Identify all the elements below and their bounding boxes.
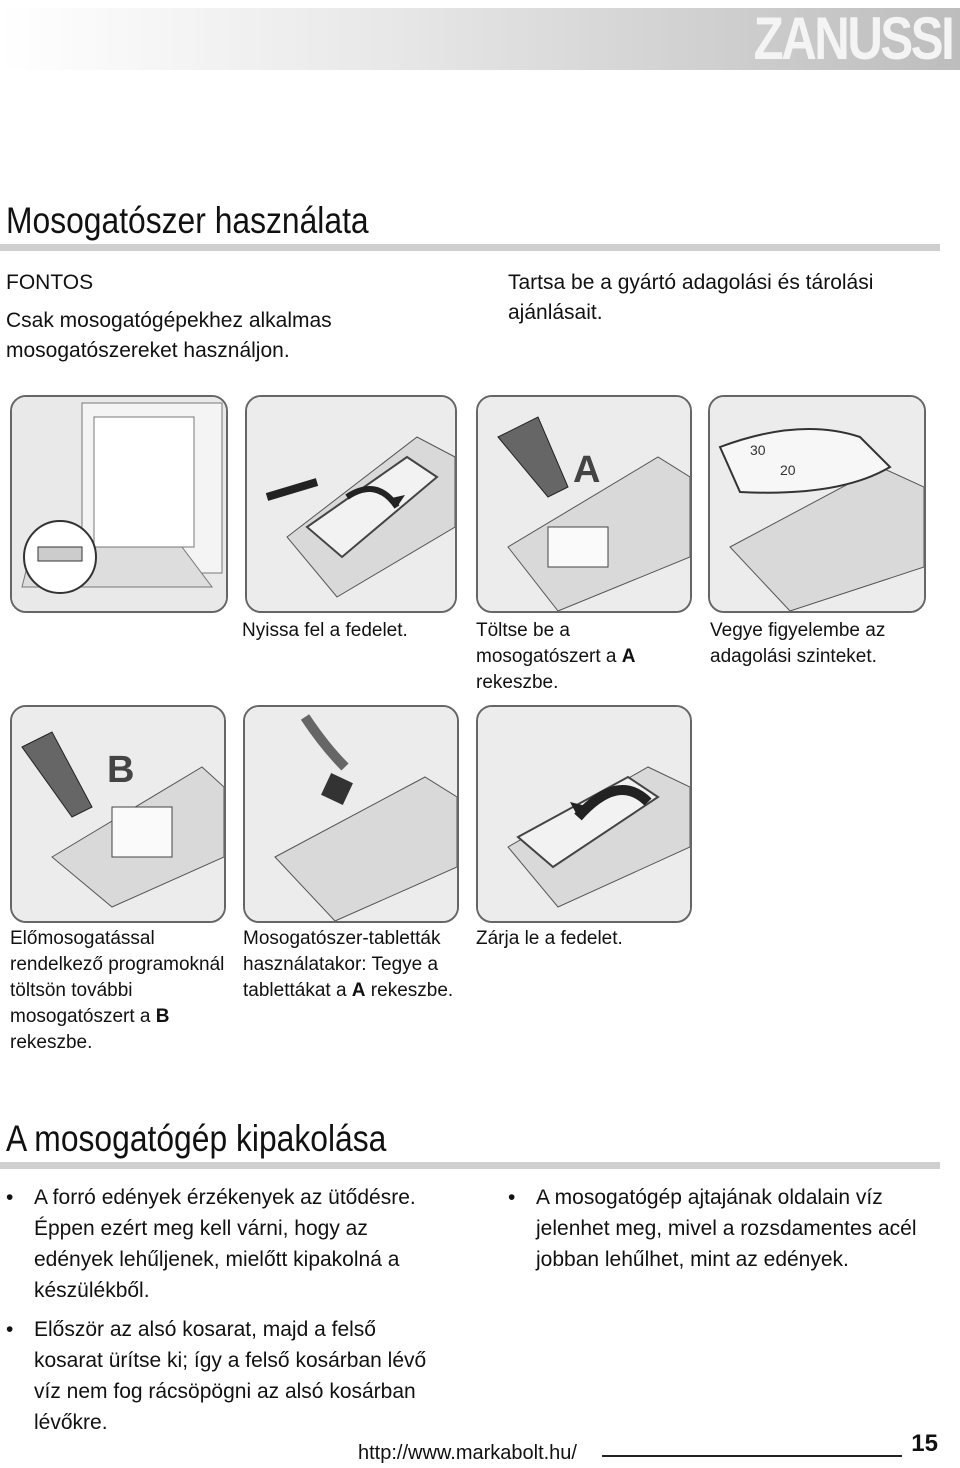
illustration-fill-compartment-b [10,705,226,923]
caption-fill-b-bold: B [155,1006,170,1027]
caption-fill-a-bold: A [621,646,636,667]
level-20-label: 20 [780,462,796,478]
caption-tablet [243,926,461,1004]
brand-logo: ZANUSSI [753,5,952,72]
footer-rule [602,1455,902,1457]
page-number: 15 [911,1430,938,1457]
illustration-open-lid [245,395,457,613]
list-item: • Először az alsó kosarat, majd a felső kosarat ürítse ki; így a felső kosárban lévő víz nem fog rácsöpögni az alsó kosárban lévőkre. [6,1314,446,1438]
caption-fill-a [476,618,681,696]
list-item: • A forró edények érzékenyek az ütődésre. Éppen ezért meg kell várni, hogy az edények lehűljenek, mielőtt kipakolná a készülékből. [6,1182,446,1306]
caption-tablet-text: Mosogatószer-tabletták használatakor: Tegye a tablettákat a [243,928,441,1001]
caption-tablet-end: rekeszbe. [365,980,454,1001]
important-label: FONTOS [6,271,94,294]
compartment-b-label: B [107,749,135,791]
level-30-label: 30 [750,442,766,458]
caption-fill-b-text: Előmosogatással rendelkező programoknál töltsön további mosogatószert a [10,928,225,1027]
caption-fill-b-end: rekeszbe. [10,1032,93,1053]
bullet-list-left [6,1182,446,1446]
caption-tablet-bold: A [351,980,366,1001]
list-item: • A mosogatógép ajtajának oldalain víz jelenhet meg, mivel a rozsdamentes acél jobban lehűlhet, mint az edények. [508,1182,943,1275]
illustration-dishwasher-open [10,395,228,613]
compartment-a-label: A [573,449,601,491]
section-rule [0,244,940,251]
caption-open-lid: Nyissa fel a fedelet. [242,620,408,641]
illustration-tablet [243,705,459,923]
illustration-fill-compartment-a [476,395,692,613]
bullet-list-right [508,1182,943,1283]
caption-close-lid: Zárja le a fedelet. [476,928,623,949]
section-rule-2 [0,1162,940,1169]
important-text: Csak mosogatógépekhez alkalmas mosogatószereket használjon. [6,309,332,362]
caption-dosage: Vegye figyelembe az adagolási szinteket. [710,620,886,667]
caption-fill-a-text: Töltse be a mosogatószert a [476,620,622,667]
section-title-detergent: Mosogatószer használata [6,200,369,241]
section-title-unloading: A mosogatógép kipakolása [6,1118,387,1159]
illustration-dosage-levels [708,395,926,613]
caption-fill-a-end: rekeszbe. [476,672,559,693]
advice-text: Tartsa be a gyártó adagolási és tárolási ajánlásait. [508,271,874,324]
caption-fill-b [10,926,232,1056]
illustration-close-lid [476,705,692,923]
footer-url[interactable]: http://www.markabolt.hu/ [358,1442,577,1464]
